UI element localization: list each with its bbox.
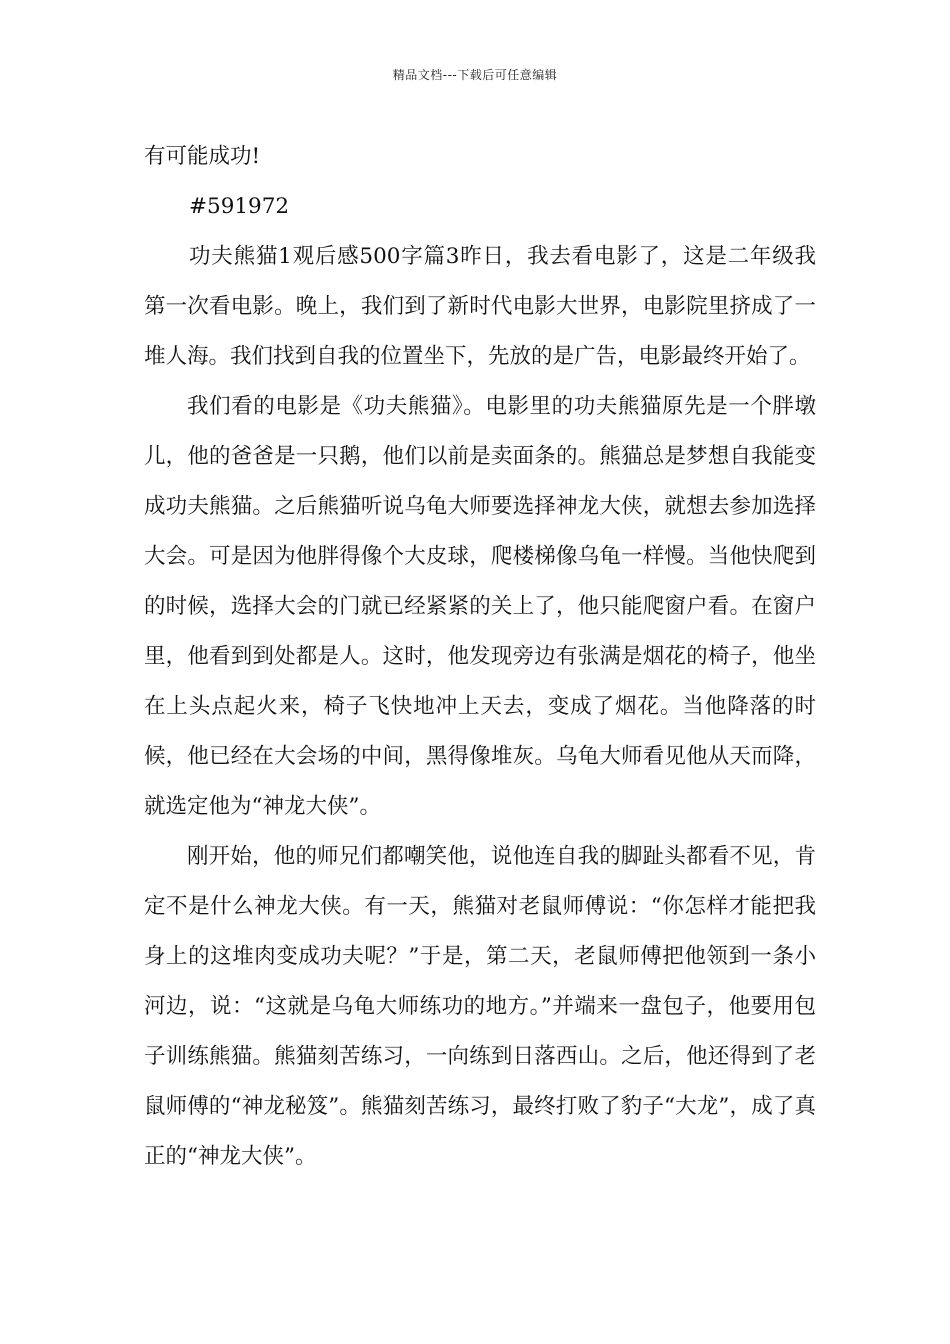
paragraph-id: #591972 [189, 194, 290, 219]
paragraph-intro: 功夫熊猫1观后感500字篇3昨日，我去看电影了，这是二年级我第一次看电影。晚上，我们到了新时代电影大世界，电影院里挤成了一堆人海。我们找到自我的位置坐下，先放的是广告，电影最终开始了。 [144, 244, 816, 369]
paragraph-training: 刚开始，他的师兄们都嘲笑他，说他连自我的脚趾头都看不见，肯定不是什么神龙大侠。有一天，熊猫对老鼠师傅说：“你怎样才能把我身上的这堆肉变成功夫呢？”于是，第二天，老鼠师傅把他领到一条小河边，说：“这就是乌龟大师练功的地方。”并端来一盘包子，他要用包子训练熊猫。熊猫刻苦练习，一向练到日落西山。之后，他还得到了老鼠师傅的“神龙秘笈”。熊猫刻苦练习，最终打败了豹子“大龙”，成了真正的“神龙大侠”。 [144, 844, 816, 1169]
paragraph-continuation: 有可能成功! [144, 144, 261, 169]
page-header: 精品文档---下载后可任意编辑 [392, 68, 558, 82]
document-body [144, 132, 816, 1182]
paragraph-story: 我们看的电影是《功夫熊猫》。电影里的功夫熊猫原先是一个胖墩儿，他的爸爸是一只鹅，他们以前是卖面条的。熊猫总是梦想自我能变成功夫熊猫。之后熊猫听说乌龟大师要选择神龙大侠，就想去参加选择大会。可是因为他胖得像个大皮球，爬楼梯像乌龟一样慢。当他快爬到的时候，选择大会的门就已经紧紧的关上了，他只能爬窗户看。在窗户里，他看到到处都是人。这时，他发现旁边有张满是烟花的椅子，他坐在上头点起火来，椅子飞快地冲上天去，变成了烟花。当他降落的时候，他已经在大会场的中间，黑得像堆灰。乌龟大师看见他从天而降，就选定他为“神龙大侠”。 [144, 394, 816, 819]
